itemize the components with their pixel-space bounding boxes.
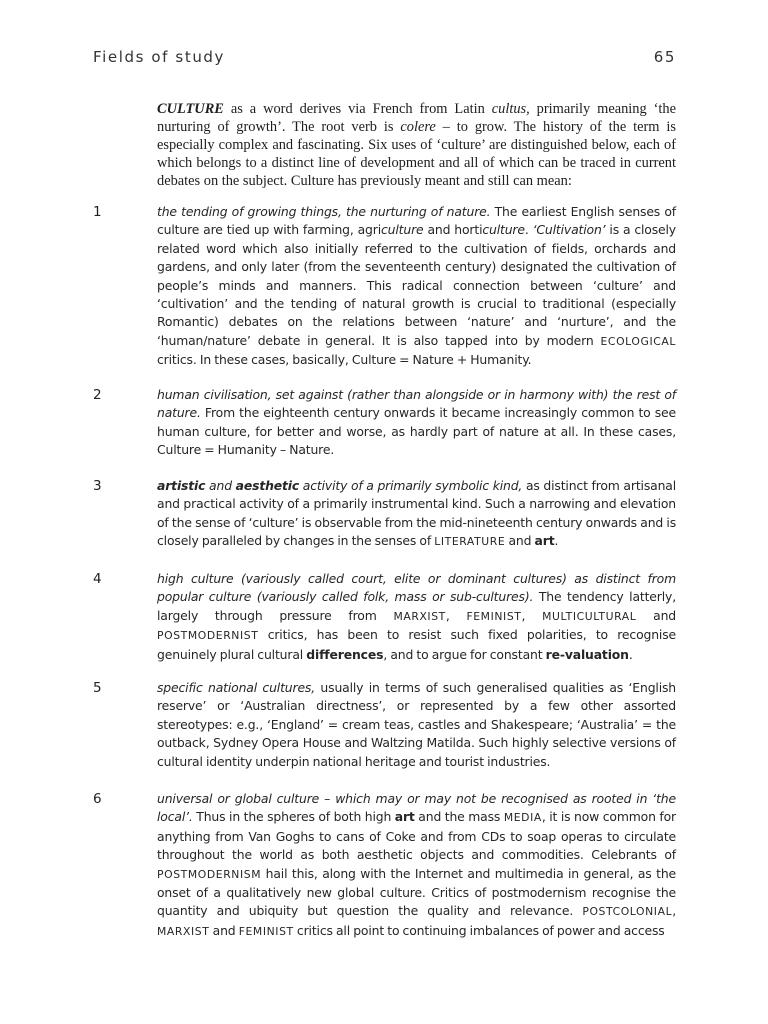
entry-number: 5 bbox=[93, 680, 102, 696]
entry-body: human civilisation, set against (rather than alongside or in harmony with) the rest of nature. From the eighteenth century onwards it became increasingly common to see human culture, for better and worse, as hardly part of nature at all. In these cases, Culture = Humanity – Nature. bbox=[157, 387, 676, 458]
cross-ref-ecological[interactable]: ECOLOGICAL bbox=[600, 334, 676, 348]
running-title: Fields of study bbox=[93, 48, 226, 66]
cross-ref-differences[interactable]: differences bbox=[306, 646, 384, 662]
entry-number: 4 bbox=[93, 571, 102, 587]
entry-body: specific national cultures, usually in terms of such generalised qualities as ‘English reserve’ or ‘Australian directness’, or represented by a few other assorted stereotypes: e.g., ‘England’ = cream teas, castles and Shakespeare; ‘Australia’ = the outback, Sydney Opera House and Waltzing Matilda. Such highly selective versions of cultural identity underpin national heritage and tourist industries. bbox=[157, 680, 676, 769]
cross-ref-multicultural[interactable]: MULTICULTURAL bbox=[542, 609, 637, 623]
cross-ref-art[interactable]: art bbox=[394, 809, 415, 825]
cross-ref-postmodernism[interactable]: POSTMODERNISM bbox=[157, 867, 262, 881]
cross-ref-marxist[interactable]: MARXIST bbox=[393, 609, 446, 623]
cross-ref-feminist[interactable]: FEMINIST bbox=[238, 924, 294, 938]
cross-ref-media[interactable]: MEDIA bbox=[503, 811, 542, 825]
entry-number: 6 bbox=[93, 791, 102, 807]
entry-body: universal or global culture – which may or may not be recognised as rooted in ‘the local’. Thus in the spheres of both high art and the mass MEDIA, it is now common for anything from Van Goghs to cans of Coke and from CDs to soap operas to circulate throughout the world as both aesthetic objects and commodities. Celebrants of POSTMODERNISM hail this, along with the Internet and multimedia in general, as the onset of a qualitatively new global culture. Critics of postmodernism recognise the quantity and ubiquity but question the quality and relevance. POSTCOLONIAL, MARXIST and FEMINIST critics all point to continuing imbalances of power and access bbox=[157, 791, 676, 938]
entry-body: high culture (variously called court, elite or dominant cultures) as distinct from popular culture (variously called folk, mass or sub-cultures). The tendency latterly, largely through pressure from MARXIST, FEMINIST, MULTICULTURAL and POSTMODERNIST critics, has been to resist such fixed polarities, to recognise genuinely plural cultural differences, and to argue for constant re-valuation. bbox=[157, 571, 676, 662]
cross-ref-postmodernist[interactable]: POSTMODERNIST bbox=[157, 629, 259, 643]
entry-number: 1 bbox=[93, 204, 102, 220]
cross-ref-feminist[interactable]: FEMINIST bbox=[466, 609, 522, 623]
entry-body: artistic and aesthetic activity of a primarily symbolic kind, as distinct from artisanal and practical activity of a primarily instrumental kind. Such a narrowing and elevation of the sense of ‘culture’ is observable from the mid-nineteenth century onwards and is closely paralleled by changes in the senses of LITERATURE and art. bbox=[157, 478, 677, 549]
cross-ref-re-valuation[interactable]: re-valuation bbox=[545, 646, 629, 662]
intro-paragraph: CULTURE as a word derives via French from Latin cultus, primarily meaning ‘the nurturing of growth’. The root verb is colere – to grow. The history of the term is especially complex and fascinating. Six uses of ‘culture’ are distinguished below, each of which belongs to a distinct line of development and all of which can be traced in current debates on the subject. Culture has previously meant and still can mean: bbox=[157, 101, 676, 189]
cross-ref-marxist[interactable]: MARXIST bbox=[157, 924, 210, 938]
cross-ref-postcolonial[interactable]: POSTCOLONIAL bbox=[582, 905, 673, 919]
running-head bbox=[93, 48, 676, 66]
entry-body: the tending of growing things, the nurturing of nature. The earliest English senses of culture are tied up with farming, agriculture and horticulture. ‘Cultivation’ is a closely related word which also initially referred to the cultivation of fields, orchards and gardens, and only later (from the seventeenth century) designated the cultivation of people’s minds and manners. This radical connection between ‘culture’ and ‘cultivation’ and the tending of natural growth is crucial to traditional (especially Romantic) debates on the relations between ‘nature’ and ‘nurture’, and the ‘human/nature’ debate in general. It is also tapped into by modern ECOLOGICAL critics. In these cases, basically, Culture = Nature + Humanity. bbox=[157, 204, 676, 368]
cross-ref-literature[interactable]: LITERATURE bbox=[434, 535, 506, 549]
entry-number: 3 bbox=[93, 478, 102, 494]
page-number: 65 bbox=[653, 48, 676, 66]
cross-ref-art[interactable]: art bbox=[534, 533, 555, 549]
lead-term: CULTURE bbox=[157, 101, 224, 117]
entry-number: 2 bbox=[93, 387, 102, 403]
